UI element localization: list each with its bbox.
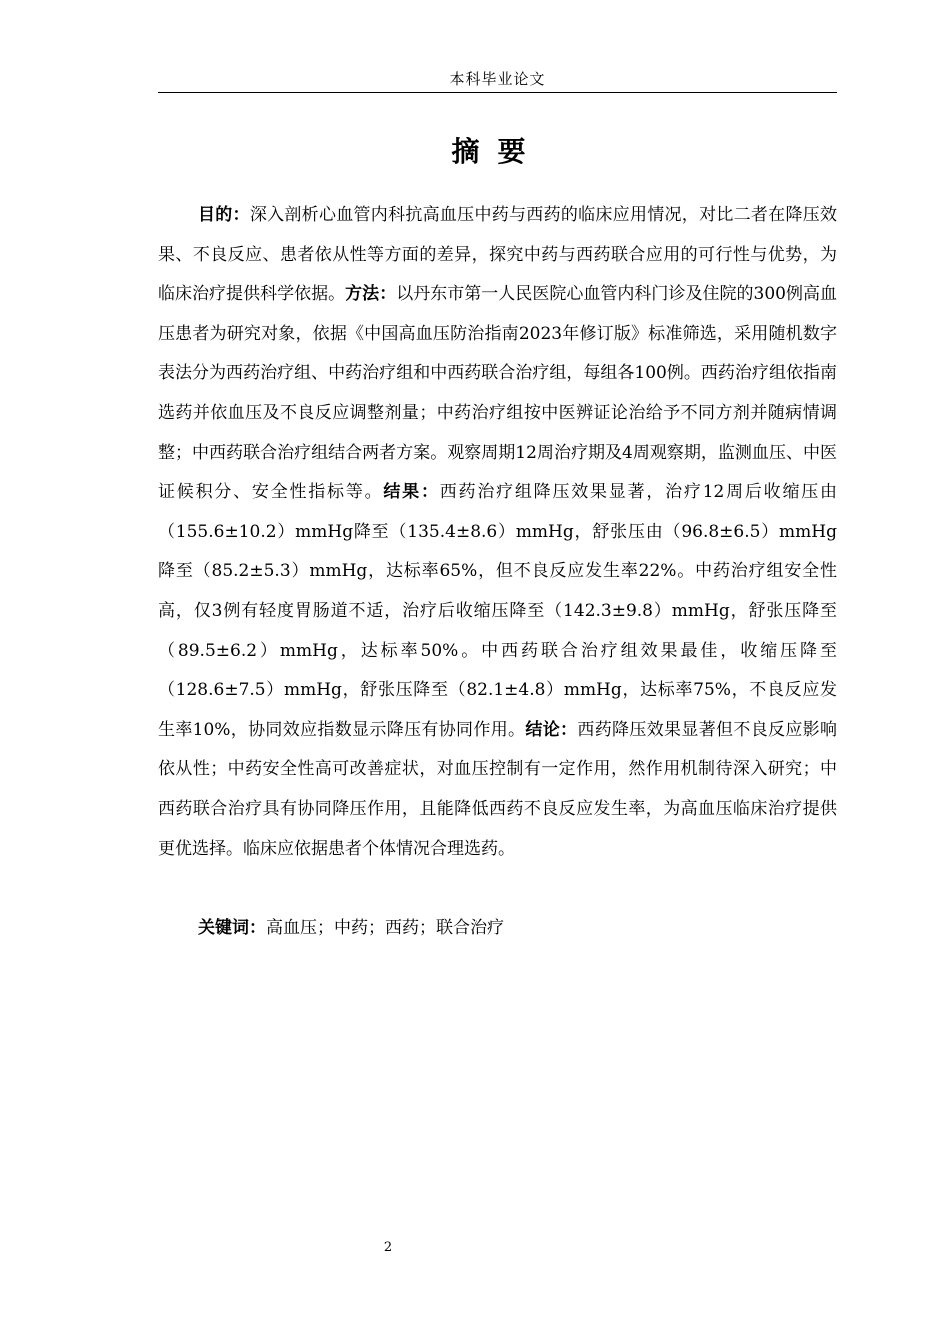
objective-text: 深入剖析心血管内科抗高血压中药与西药的临床应用情况，对比二者在降压效果、不良反应、患者依从性等方面的差异，探究中药与西药联合应用的可行性与优势，为临床治疗提供科学依据。 — [158, 205, 838, 305]
running-header — [158, 66, 837, 93]
keywords-line — [158, 909, 837, 949]
page-number: 2 — [383, 1240, 393, 1255]
keywords-text: 高血压；中药；西药；联合治疗 — [266, 918, 504, 938]
method-text: 以丹东市第一人民医院心血管内科门诊及住院的300例高血压患者为研究对象，依据《中国高血压防治指南2023年修订版》标准筛选，采用随机数字表法分为西药治疗组、中药治疗组和中西药联合治疗组，每组各100例。西药治疗组依指南选药并依血压及不良反应调整剂量；中药治疗组按中医辨证论治给予不同方剂并随病情调整；中西药联合治疗组结合两者方案。观察周期12周治疗期及4周观察期，监测血压、中医证候积分、安全性指标等。 — [158, 284, 838, 503]
conclusion-text: 西药降压效果显著但不良反应影响依从性；中药安全性高可改善症状，对血压控制有一定作用，然作用机制待深入研究；中西药联合治疗具有协同降压作用，且能降低西药不良反应发生率，为高血压临床治疗提供更优选择。临床应依据患者个体情况合理选药。 — [158, 719, 838, 859]
conclusion-label: 结论： — [525, 719, 578, 740]
keywords-label: 关键词： — [198, 918, 266, 938]
page-title: 摘要 — [451, 135, 544, 168]
method-label: 方法： — [345, 284, 397, 305]
result-label: 结果： — [383, 482, 440, 503]
abstract-paragraph — [158, 196, 837, 869]
running-header-title: 本科毕业论文 — [449, 70, 546, 88]
result-text: 西药治疗组降压效果显著，治疗12周后收缩压由（155.6±10.2）mmHg降至（135.4±8.6）mmHg，舒张压由（96.8±6.5）mmHg降至（85.2±5.3）mmHg，达标率65%，但不良反应发生率22%。中药治疗组安全性高，仅3例有轻度胃肠道不适，治疗后收缩压降至（142.3±9.8）mmHg，舒张压降至（89.5±6.2）mmHg，达标率50%。中西药联合治疗组效果最佳，收缩压降至（128.6±7.5）mmHg，舒张压降至（82.1±4.8）mmHg，达标率75%，不良反应发生率10%，协同效应指数显示降压有协同作用。 — [158, 482, 838, 740]
objective-label: 目的： — [198, 205, 250, 225]
